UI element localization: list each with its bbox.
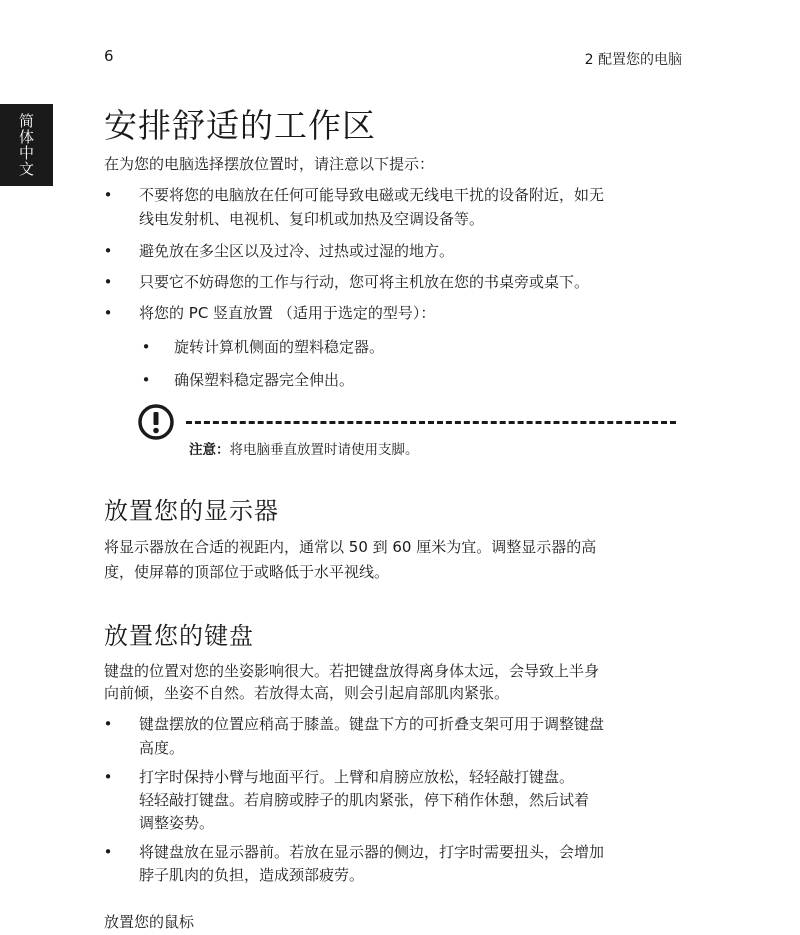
bullet-text: 调整姿势。 — [139, 814, 215, 832]
paragraph-text: 键盘的位置对您的坐姿影响很大。若把键盘放得离身体太远，会导致上半身 — [104, 662, 600, 680]
running-header: 2 配置您的电脑 — [584, 52, 682, 68]
bullet-text: 线电发射机、电视机、复印机或加热及空调设备等。 — [139, 210, 485, 228]
bullet-dot: • — [103, 768, 113, 786]
bullet-text: 轻轻敲打键盘。若肩膀或脖子的肌肉紧张，停下稍作休憩，然后试着 — [139, 791, 590, 809]
bullet-text: 脖子肌肉的负担，造成颈部疲劳。 — [139, 866, 365, 884]
language-tab — [0, 104, 53, 186]
paragraph-text: 度，使屏幕的顶部位于或略低于水平视线。 — [104, 563, 390, 581]
sub-bullet-dot: • — [141, 338, 151, 356]
sub-bullet-text: 确保塑料稳定器完全伸出。 — [174, 371, 355, 389]
language-tab-label: 简体中文 — [17, 113, 35, 177]
paragraph-text: 向前倾，坐姿不自然。若放得太高，则会引起肩部肌肉紧张。 — [104, 684, 510, 702]
cut-off-next-heading: 放置您的鼠标 — [104, 913, 195, 931]
bullet-text: 打字时保持小臂与地面平行。上臂和肩膀应放松，轻轻敲打键盘。 — [139, 768, 575, 786]
bullet-text: 将您的 PC 竖直放置 （适用于选定的型号）： — [139, 304, 436, 322]
section-title-workspace: 安排舒适的工作区 — [104, 106, 376, 145]
section-intro: 在为您的电脑选择摆放位置时，请注意以下提示： — [104, 155, 435, 173]
note-text: 将电脑垂直放置时请使用支脚。 — [229, 442, 419, 458]
bullet-dot: • — [103, 186, 113, 204]
section-title-keyboard: 放置您的键盘 — [104, 622, 254, 650]
exclamation-circle-icon — [137, 403, 175, 441]
bullet-text: 避免放在多尘区以及过冷、过热或过湿的地方。 — [139, 242, 455, 260]
bullet-dot: • — [103, 843, 113, 861]
section-title-monitor: 放置您的显示器 — [104, 497, 279, 525]
note-label: 注意： — [189, 442, 230, 458]
paragraph-text: 将显示器放在合适的视距内，通常以 50 到 60 厘米为宜。调整显示器的高 — [104, 538, 597, 556]
bullet-dot: • — [103, 715, 113, 733]
note — [189, 440, 419, 460]
note-divider — [186, 421, 676, 424]
bullet-text: 将键盘放在显示器前。若放在显示器的侧边，打字时需要扭头，会增加 — [139, 843, 605, 861]
bullet-text: 键盘摆放的位置应稍高于膝盖。键盘下方的可折叠支架可用于调整键盘 — [139, 715, 605, 733]
bullet-dot: • — [103, 273, 113, 291]
page-number: 6 — [104, 47, 114, 65]
bullet-dot: • — [103, 304, 113, 322]
sub-bullet-dot: • — [141, 371, 151, 389]
bullet-dot: • — [103, 242, 113, 260]
sub-bullet-text: 旋转计算机侧面的塑料稳定器。 — [174, 338, 385, 356]
bullet-text: 不要将您的电脑放在任何可能导致电磁或无线电干扰的设备附近，如无 — [139, 186, 605, 204]
bullet-text: 只要它不妨碍您的工作与行动，您可将主机放在您的书桌旁或桌下。 — [139, 273, 590, 291]
bullet-text: 高度。 — [139, 739, 185, 757]
